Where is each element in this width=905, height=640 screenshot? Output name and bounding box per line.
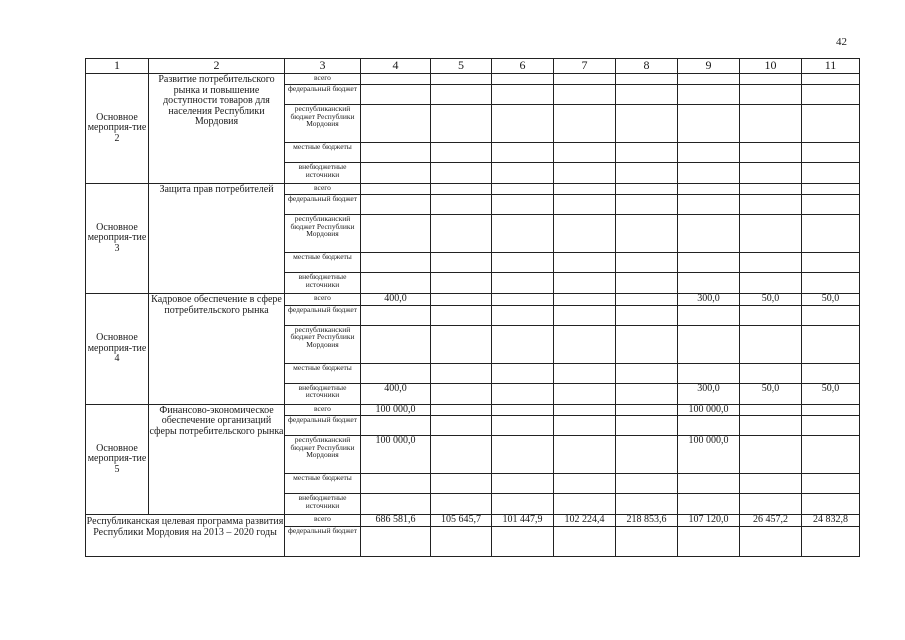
value-cell xyxy=(431,105,492,143)
value-cell xyxy=(678,105,740,143)
value-cell xyxy=(361,363,431,383)
value-cell: 300,0 xyxy=(678,294,740,306)
value-cell xyxy=(431,85,492,105)
value-cell xyxy=(616,325,678,363)
value-cell xyxy=(554,163,616,184)
value-cell xyxy=(740,195,802,215)
value-cell xyxy=(802,143,860,163)
activity-name-cell: Кадровое обеспечение в сфере потребительского рынка xyxy=(149,294,285,405)
value-cell xyxy=(431,436,492,474)
value-cell xyxy=(554,215,616,253)
funding-source-cell: федеральный бюджет xyxy=(285,305,361,325)
header-row xyxy=(86,59,860,74)
value-cell: 100 000,0 xyxy=(678,404,740,416)
value-cell xyxy=(554,253,616,273)
funding-source-cell: всего xyxy=(285,74,361,85)
value-cell xyxy=(802,305,860,325)
value-cell xyxy=(492,404,554,416)
value-cell xyxy=(740,85,802,105)
value-cell xyxy=(492,143,554,163)
value-cell xyxy=(361,494,431,515)
budget-table xyxy=(85,58,860,557)
total-row xyxy=(86,515,860,527)
value-cell xyxy=(678,325,740,363)
value-cell xyxy=(492,383,554,404)
value-cell xyxy=(678,474,740,494)
value-cell xyxy=(361,474,431,494)
value-cell xyxy=(802,325,860,363)
value-cell: 100 000,0 xyxy=(361,436,431,474)
value-cell xyxy=(361,143,431,163)
value-cell xyxy=(554,436,616,474)
funding-source-cell: федеральный бюджет xyxy=(285,527,361,557)
total-value-cell xyxy=(616,527,678,557)
main-activity-cell: Основное мероприя-тие 2 xyxy=(86,74,149,184)
value-cell xyxy=(492,273,554,294)
value-cell xyxy=(802,273,860,294)
value-cell xyxy=(361,105,431,143)
value-cell xyxy=(802,404,860,416)
value-cell xyxy=(740,305,802,325)
value-cell xyxy=(802,494,860,515)
value-cell xyxy=(740,363,802,383)
value-cell xyxy=(616,184,678,195)
value-cell xyxy=(361,305,431,325)
value-cell xyxy=(616,416,678,436)
value-cell xyxy=(554,85,616,105)
value-cell xyxy=(431,474,492,494)
value-cell xyxy=(616,215,678,253)
value-cell: 50,0 xyxy=(740,294,802,306)
value-cell xyxy=(361,74,431,85)
value-cell xyxy=(678,143,740,163)
total-value-cell xyxy=(361,527,431,557)
funding-source-cell: республиканский бюджет Республики Мордовия xyxy=(285,105,361,143)
value-cell xyxy=(431,404,492,416)
value-cell xyxy=(492,363,554,383)
value-cell xyxy=(554,383,616,404)
funding-source-cell: республиканский бюджет Республики Мордовия xyxy=(285,436,361,474)
value-cell xyxy=(492,294,554,306)
activity-name-cell: Защита прав потребителей xyxy=(149,184,285,294)
header-cell: 6 xyxy=(492,59,554,74)
value-cell xyxy=(554,494,616,515)
total-value-cell xyxy=(802,527,860,557)
value-cell xyxy=(678,184,740,195)
table-row xyxy=(86,184,860,195)
value-cell xyxy=(431,195,492,215)
value-cell xyxy=(740,474,802,494)
value-cell xyxy=(616,85,678,105)
value-cell xyxy=(554,363,616,383)
total-value-cell: 686 581,6 xyxy=(361,515,431,527)
value-cell xyxy=(554,105,616,143)
value-cell xyxy=(492,85,554,105)
header-cell: 3 xyxy=(285,59,361,74)
value-cell xyxy=(678,416,740,436)
value-cell xyxy=(802,436,860,474)
value-cell xyxy=(361,325,431,363)
value-cell: 400,0 xyxy=(361,383,431,404)
main-activity-cell: Основное мероприя-тие 5 xyxy=(86,404,149,515)
value-cell xyxy=(431,74,492,85)
funding-source-cell: всего xyxy=(285,404,361,416)
total-value-cell xyxy=(492,527,554,557)
total-value-cell xyxy=(678,527,740,557)
funding-source-cell: местные бюджеты xyxy=(285,253,361,273)
funding-source-cell: местные бюджеты xyxy=(285,474,361,494)
value-cell xyxy=(678,494,740,515)
value-cell xyxy=(361,184,431,195)
value-cell xyxy=(492,163,554,184)
value-cell xyxy=(802,74,860,85)
main-activity-cell: Основное мероприя-тие 4 xyxy=(86,294,149,405)
value-cell xyxy=(492,74,554,85)
funding-source-cell: всего xyxy=(285,294,361,306)
funding-source-cell: внебюджетные источники xyxy=(285,383,361,404)
value-cell xyxy=(554,184,616,195)
total-value-cell: 102 224,4 xyxy=(554,515,616,527)
value-cell xyxy=(554,294,616,306)
value-cell xyxy=(431,325,492,363)
value-cell xyxy=(616,273,678,294)
value-cell xyxy=(678,273,740,294)
value-cell xyxy=(431,253,492,273)
total-value-cell xyxy=(431,527,492,557)
value-cell xyxy=(740,105,802,143)
funding-source-cell: местные бюджеты xyxy=(285,363,361,383)
funding-source-cell: местные бюджеты xyxy=(285,143,361,163)
funding-source-cell: республиканский бюджет Республики Мордовия xyxy=(285,325,361,363)
funding-source-cell: федеральный бюджет xyxy=(285,416,361,436)
value-cell xyxy=(740,436,802,474)
value-cell xyxy=(802,215,860,253)
value-cell xyxy=(554,74,616,85)
value-cell xyxy=(616,363,678,383)
funding-source-cell: республиканский бюджет Республики Мордовия xyxy=(285,215,361,253)
value-cell xyxy=(492,305,554,325)
value-cell xyxy=(678,163,740,184)
value-cell xyxy=(616,105,678,143)
value-cell xyxy=(740,184,802,195)
value-cell xyxy=(492,253,554,273)
value-cell xyxy=(554,195,616,215)
value-cell xyxy=(740,325,802,363)
value-cell xyxy=(740,273,802,294)
value-cell xyxy=(361,416,431,436)
funding-source-cell: всего xyxy=(285,184,361,195)
total-value-cell: 26 457,2 xyxy=(740,515,802,527)
value-cell xyxy=(492,105,554,143)
value-cell xyxy=(554,273,616,294)
value-cell xyxy=(802,163,860,184)
activity-name-cell: Финансово-экономическое обеспечение организаций сферы потребительского рынка xyxy=(149,404,285,515)
value-cell xyxy=(802,85,860,105)
value-cell xyxy=(740,404,802,416)
value-cell xyxy=(492,474,554,494)
value-cell xyxy=(492,436,554,474)
main-activity-cell: Основное мероприя-тие 3 xyxy=(86,184,149,294)
value-cell xyxy=(616,195,678,215)
value-cell xyxy=(740,494,802,515)
value-cell xyxy=(616,74,678,85)
value-cell xyxy=(678,85,740,105)
total-value-cell: 101 447,9 xyxy=(492,515,554,527)
value-cell xyxy=(616,143,678,163)
value-cell xyxy=(802,363,860,383)
value-cell xyxy=(616,305,678,325)
value-cell xyxy=(431,294,492,306)
value-cell xyxy=(492,184,554,195)
value-cell xyxy=(431,416,492,436)
value-cell xyxy=(492,215,554,253)
value-cell: 400,0 xyxy=(361,294,431,306)
value-cell xyxy=(802,416,860,436)
header-cell: 7 xyxy=(554,59,616,74)
value-cell xyxy=(554,143,616,163)
value-cell: 300,0 xyxy=(678,383,740,404)
value-cell xyxy=(361,163,431,184)
value-cell xyxy=(361,215,431,253)
value-cell xyxy=(802,474,860,494)
value-cell xyxy=(616,404,678,416)
header-cell: 2 xyxy=(149,59,285,74)
table-row xyxy=(86,74,860,85)
value-cell xyxy=(678,215,740,253)
value-cell xyxy=(678,195,740,215)
header-cell: 4 xyxy=(361,59,431,74)
value-cell xyxy=(740,416,802,436)
value-cell xyxy=(554,404,616,416)
value-cell xyxy=(616,494,678,515)
total-value-cell: 24 832,8 xyxy=(802,515,860,527)
value-cell xyxy=(554,325,616,363)
value-cell xyxy=(678,253,740,273)
header-cell: 9 xyxy=(678,59,740,74)
value-cell xyxy=(616,436,678,474)
value-cell xyxy=(554,305,616,325)
program-total-label: Республиканская целевая программа развития Республики Мордовия на 2013 – 2020 годы xyxy=(86,515,285,557)
value-cell xyxy=(431,383,492,404)
total-value-cell: 218 853,6 xyxy=(616,515,678,527)
funding-source-cell: федеральный бюджет xyxy=(285,85,361,105)
value-cell xyxy=(616,474,678,494)
value-cell xyxy=(431,363,492,383)
total-value-cell: 105 645,7 xyxy=(431,515,492,527)
value-cell xyxy=(678,363,740,383)
header-cell: 11 xyxy=(802,59,860,74)
value-cell: 100 000,0 xyxy=(678,436,740,474)
total-value-cell: 107 120,0 xyxy=(678,515,740,527)
value-cell xyxy=(431,215,492,253)
value-cell xyxy=(740,215,802,253)
value-cell xyxy=(431,305,492,325)
funding-source-cell: внебюджетные источники xyxy=(285,494,361,515)
value-cell xyxy=(802,195,860,215)
header-cell: 8 xyxy=(616,59,678,74)
value-cell xyxy=(554,474,616,494)
value-cell xyxy=(678,305,740,325)
value-cell xyxy=(431,163,492,184)
header-cell: 10 xyxy=(740,59,802,74)
value-cell xyxy=(740,253,802,273)
funding-source-cell: федеральный бюджет xyxy=(285,195,361,215)
header-cell: 1 xyxy=(86,59,149,74)
value-cell xyxy=(802,184,860,195)
value-cell xyxy=(431,273,492,294)
total-value-cell xyxy=(740,527,802,557)
value-cell xyxy=(802,253,860,273)
funding-source-cell: внебюджетные источники xyxy=(285,163,361,184)
table-row xyxy=(86,294,860,306)
funding-source-cell: всего xyxy=(285,515,361,527)
value-cell xyxy=(492,325,554,363)
value-cell xyxy=(361,85,431,105)
value-cell: 50,0 xyxy=(740,383,802,404)
header-cell: 5 xyxy=(431,59,492,74)
value-cell xyxy=(431,494,492,515)
value-cell xyxy=(361,195,431,215)
total-value-cell xyxy=(554,527,616,557)
activity-name-cell: Развитие потребительского рынка и повышение доступности товаров для населения Республики Мордовия xyxy=(149,74,285,184)
value-cell xyxy=(554,416,616,436)
funding-source-cell: внебюджетные источники xyxy=(285,273,361,294)
value-cell xyxy=(802,105,860,143)
value-cell xyxy=(616,253,678,273)
value-cell xyxy=(740,163,802,184)
value-cell xyxy=(740,74,802,85)
value-cell xyxy=(616,294,678,306)
value-cell xyxy=(431,184,492,195)
value-cell xyxy=(678,74,740,85)
page-number: 42 xyxy=(836,36,847,48)
value-cell xyxy=(740,143,802,163)
value-cell xyxy=(361,253,431,273)
table-row xyxy=(86,404,860,416)
value-cell xyxy=(492,494,554,515)
value-cell: 100 000,0 xyxy=(361,404,431,416)
value-cell xyxy=(492,416,554,436)
value-cell xyxy=(616,383,678,404)
value-cell: 50,0 xyxy=(802,294,860,306)
value-cell xyxy=(361,273,431,294)
value-cell xyxy=(431,143,492,163)
value-cell xyxy=(616,163,678,184)
value-cell xyxy=(492,195,554,215)
value-cell: 50,0 xyxy=(802,383,860,404)
